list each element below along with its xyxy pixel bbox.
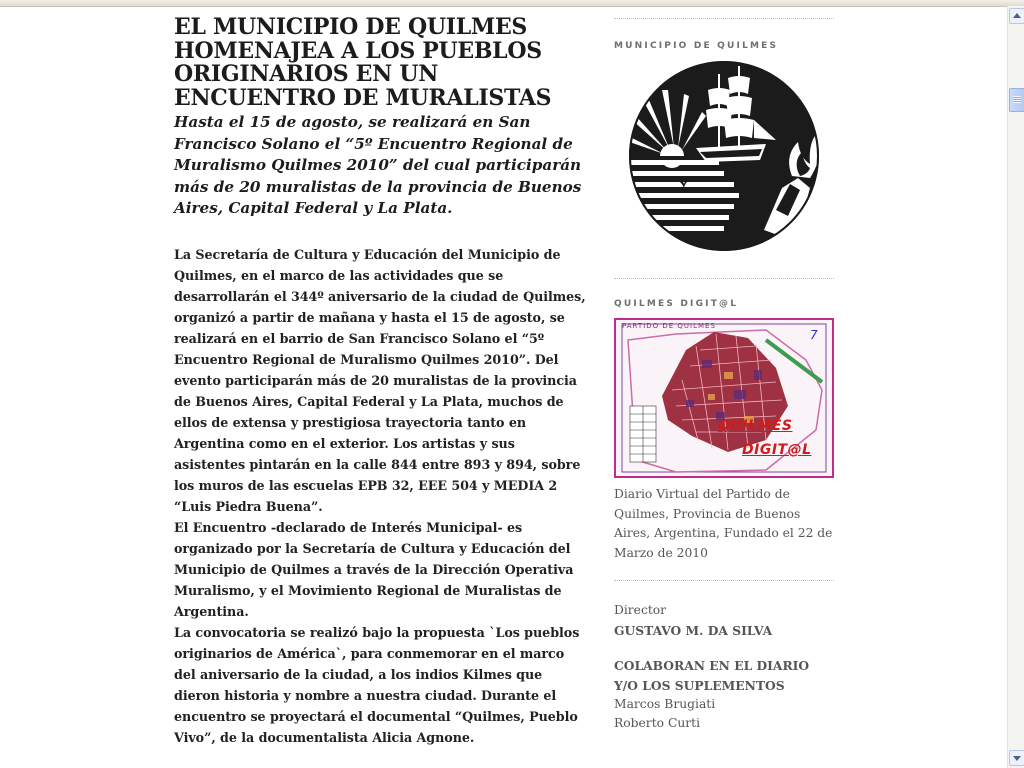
- sidebar-divider: [614, 580, 834, 581]
- arrow-down-icon[interactable]: [1009, 750, 1024, 766]
- municipio-logo[interactable]: [614, 60, 834, 252]
- widget-title-municipio: MUNICIPIO DE QUILMES: [614, 41, 779, 51]
- browser-top-edge: [0, 0, 1024, 7]
- widget-title-quilmes-digital: QUILMES DIGIT@L: [614, 299, 739, 309]
- main-column: [174, 16, 586, 748]
- sidebar-divider: [614, 18, 834, 19]
- scrollbar-thumb[interactable]: [1009, 88, 1024, 112]
- map-corner-label: 7: [810, 328, 818, 342]
- map-label-quilmes: QUILMES: [718, 418, 793, 434]
- colaborador-name: Roberto Curti: [614, 716, 701, 731]
- body-paragraph: El Encuentro -declarado de Interés Municipal- es organizado por la Secretaría de Cultura y Educación del Municipio de Quilmes a través de la Dirección Operativa Muralismo, y el Movimiento Regional de Muralistas de Argentina.: [174, 519, 574, 619]
- vertical-scrollbar[interactable]: [1007, 6, 1024, 768]
- map-label-digital: DIGIT@L: [742, 442, 812, 458]
- director-label: Director: [614, 603, 667, 618]
- district-map-image[interactable]: [614, 318, 834, 478]
- ship-emblem-icon: [614, 60, 834, 252]
- body-paragraph: La Secretaría de Cultura y Educación del Municipio de Quilmes, en el marco de las actividades que se desarrollarán el 344º aniversario de la ciudad de Quilmes, organizó a partir de mañana y hasta el 15 de agosto, se realizará en el barrio de San Francisco Solano el “5º Encuentro Regional de Muralismo Quilmes 2010”. Del evento participarán más de 20 muralistas de la provincia de Buenos Aires, Capital Federal y La Plata, muchos de ellos de extensa y prestigiosa trayectoria tanto en Argentina como en el exterior. Los artistas y sus asistentes pintarán en la calle 844 entre 893 y 894, sobre los muros de las escuelas EPB 32, EEE 504 y MEDIA 2 “Luis Piedra Buena”.: [174, 246, 586, 514]
- post-subtitle: Hasta el 15 de agosto, se realizará en San Francisco Solano el “5º Encuentro Regional de Muralismo Quilmes 2010” del cual participarán más de 20 muralistas de la provincia de Buenos Aires, Capital Federal y La Plata.: [174, 113, 582, 218]
- colaborador-name: Marcos Brugiati: [614, 697, 716, 712]
- body-paragraph: La convocatoria se realizó bajo la propuesta `Los pueblos originarios de América`, para conmemorar en el marco del aniversario de la ciudad, a los indios Kilmes que dieron historia y nombre a nuestra ciudad. Durante el encuentro se proyectará el documental “Quilmes, Pueblo Vivo”, de la documentalista Alicia Agnone.: [174, 624, 580, 745]
- post-body: [174, 244, 586, 748]
- director-name: GUSTAVO M. DA SILVA: [614, 623, 773, 639]
- sidebar-divider: [614, 278, 834, 279]
- post-title[interactable]: EL MUNICIPIO DE QUILMES HOMENAJEA A LOS PUEBLOS ORIGINARIOS EN UN ENCUENTRO DE MURALISTAS: [174, 14, 552, 111]
- map-top-label: PARTIDO DE QUILMES: [622, 322, 716, 330]
- map-description: Diario Virtual del Partido de Quilmes, Provincia de Buenos Aires, Argentina, Fundado el 22 de Marzo de 2010: [614, 487, 833, 560]
- sidebar: [614, 18, 834, 733]
- colaboradores-heading: COLABORAN EN EL DIARIO Y/O LOS SUPLEMENTOS: [614, 658, 810, 693]
- arrow-up-icon[interactable]: [1009, 8, 1024, 24]
